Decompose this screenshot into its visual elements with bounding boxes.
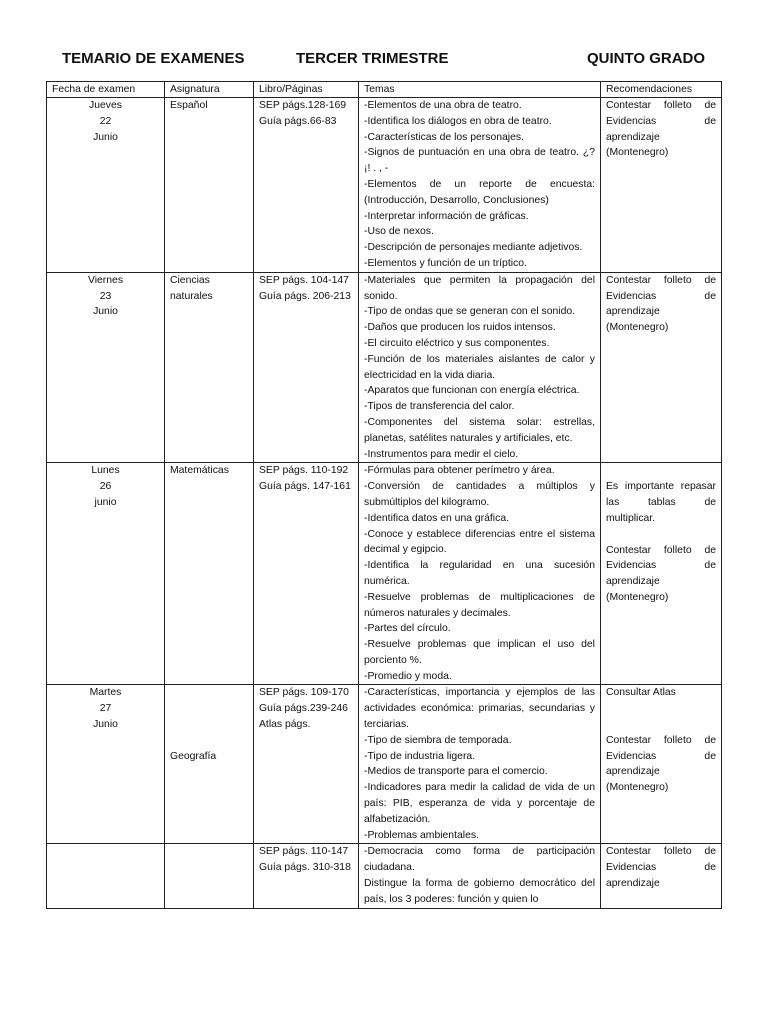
topic-item: -Conoce y establece diferencias entre el sistema decimal y egipcio.	[364, 528, 595, 556]
topic-item: -Democracia como forma de participación ciudadana.	[364, 846, 595, 874]
recommendations-cell	[601, 685, 722, 844]
book-pages-cell	[254, 98, 359, 273]
recommendations-cell	[601, 844, 722, 908]
topics-cell	[359, 685, 601, 844]
recommendations-cell	[601, 463, 722, 685]
recommendations-cell	[601, 272, 722, 463]
exam-month: junio	[94, 496, 117, 508]
topic-item: -Materiales que permiten la propagación del sonido.	[364, 274, 595, 302]
topic-item: -Resuelve problemas de multiplicaciones de números naturales y decimales.	[364, 591, 595, 619]
subject-name: naturales	[170, 290, 213, 302]
column-header-date: Fecha de examen	[47, 82, 165, 98]
exam-date-cell	[47, 844, 165, 908]
subject-name: Geografía	[170, 751, 217, 763]
book-reference: SEP págs. 110-192	[259, 465, 349, 477]
book-reference: SEP págs. 104-147	[259, 274, 349, 286]
topic-item: -Aparatos que funcionan con energía eléctrica.	[364, 385, 580, 397]
book-reference: SEP págs.128-169	[259, 100, 347, 111]
table-row	[47, 844, 722, 908]
subject-cell	[165, 463, 254, 685]
exam-weekday: Lunes	[91, 465, 120, 477]
exam-weekday: Martes	[89, 687, 122, 699]
book-pages-cell	[254, 685, 359, 844]
topic-item: -Identifica los diálogos en obra de teatro.	[364, 115, 552, 127]
exam-weekday: Jueves	[89, 100, 122, 111]
exam-date-cell	[47, 98, 165, 273]
topic-item: -Elementos y función de un tríptico.	[364, 257, 527, 269]
topic-item: -Descripción de personajes mediante adjetivos.	[364, 242, 583, 254]
topic-item: -Elementos de una obra de teatro.	[364, 100, 522, 111]
topic-item: -Medios de transporte para el comercio.	[364, 766, 548, 778]
table-row	[47, 685, 722, 844]
recommendation-text: Contestar folleto de Evidencias de aprendizaje (Montenegro)	[606, 274, 716, 334]
topic-item: -Componentes del sistema solar: estrellas, planetas, satélites naturales y artificiales, etc.	[364, 416, 595, 444]
topic-item: -Tipo de ondas que se generan con el sonido.	[364, 306, 576, 318]
book-reference: Guía págs. 310-318	[259, 862, 351, 874]
book-reference: Atlas págs.	[259, 719, 311, 731]
topic-item: -Problemas ambientales.	[364, 829, 479, 841]
subject-name: Matemáticas	[170, 465, 229, 477]
book-reference: SEP págs. 109-170	[259, 687, 349, 699]
topic-item: -Tipo de siembra de temporada.	[364, 734, 512, 746]
exam-day: 26	[99, 481, 112, 493]
topic-item: -Función de los materiales aislantes de calor y electricidad en la vida diaria.	[364, 353, 595, 381]
book-reference: Guía págs.239-246	[259, 703, 348, 715]
recommendation-text: Contestar folleto de Evidencias de aprendizaje	[606, 846, 716, 890]
grade-label: QUINTO GRADO	[587, 50, 706, 67]
exam-day: 22	[99, 115, 112, 127]
book-pages-cell	[254, 844, 359, 908]
topic-item: -Fórmulas para obtener perímetro y área.	[364, 465, 555, 477]
topic-item: Distingue la forma de gobierno democrático del país, los 3 poderes: función y quien lo	[364, 878, 595, 905]
topic-item: -Resuelve problemas que implican el uso del porciento %.	[364, 639, 595, 666]
table-row	[47, 272, 722, 463]
recommendation-spacer	[606, 701, 716, 717]
subject-cell	[165, 844, 254, 908]
exam-date-cell	[47, 463, 165, 685]
table-row	[47, 98, 722, 273]
exam-weekday: Viernes	[87, 274, 124, 286]
book-reference: Guía págs. 147-161	[259, 481, 351, 493]
subject-cell	[165, 685, 254, 844]
topic-item: -Interpretar información de gráficas.	[364, 210, 529, 222]
recommendation-text: Consultar Atlas	[606, 687, 676, 699]
topic-item: -Características, importancia y ejemplos de las actividades económica: primarias, secundarias y terciarias.	[364, 687, 595, 731]
column-header-book: Libro/Páginas	[254, 82, 359, 98]
recommendation-text: Contestar folleto de Evidencias de aprendizaje (Montenegro)	[606, 544, 716, 603]
exam-date-cell	[47, 272, 165, 463]
topic-item: -Identifica la regularidad en una sucesión numérica.	[364, 560, 595, 587]
book-reference: Guía págs.66-83	[259, 115, 337, 127]
recommendation-text: Contestar folleto de Evidencias de aprendizaje (Montenegro)	[606, 734, 716, 794]
column-header-topics: Temas	[359, 82, 601, 98]
topics-cell	[359, 98, 601, 273]
exam-month: Junio	[93, 719, 118, 731]
exam-schedule-table	[46, 81, 722, 909]
book-pages-cell	[254, 463, 359, 685]
page-header	[0, 46, 768, 74]
topics-cell	[359, 272, 601, 463]
exam-day: 23	[99, 290, 112, 302]
recommendation-text: Contestar folleto de Evidencias de aprendizaje (Montenegro)	[606, 100, 716, 159]
exam-month: Junio	[93, 306, 118, 318]
recommendation-spacer	[606, 527, 716, 543]
recommendation-spacer	[606, 717, 716, 733]
topic-item: -Identifica datos en una gráfica.	[364, 512, 509, 524]
column-header-recommendations: Recomendaciones	[601, 82, 722, 98]
topic-item: -Indicadores para medir la calidad de vida de un país: PIB, esperanza de vida y porcentaje de alfabetización.	[364, 782, 595, 825]
topic-item: -El circuito eléctrico y sus componentes.	[364, 337, 550, 349]
topic-item: -Signos de puntuación en una obra de teatro. ¿? ¡! . , -	[364, 147, 595, 175]
recommendation-text: Es importante repasar las tablas de multiplicar.	[606, 481, 716, 524]
book-reference: Guía págs. 206-213	[259, 290, 351, 302]
subject-cell	[165, 272, 254, 463]
topics-cell	[359, 844, 601, 908]
topic-item: -Daños que producen los ruidos intensos.	[364, 322, 556, 334]
table-header-row	[47, 82, 722, 98]
topic-item: -Instrumentos para medir el cielo.	[364, 448, 519, 460]
book-pages-cell	[254, 272, 359, 463]
table-row	[47, 463, 722, 685]
book-reference: SEP págs. 110-147	[259, 846, 349, 858]
subject-name: Ciencias	[170, 274, 210, 286]
topic-item: -Tipo de industria ligera.	[364, 750, 476, 762]
topic-item: -Elementos de un reporte de encuesta: (Introducción, Desarrollo, Conclusiones)	[364, 178, 595, 206]
term-label: TERCER TRIMESTRE	[296, 50, 449, 67]
topic-item: -Conversión de cantidades a múltiplos y submúltiplos del kilogramo.	[364, 481, 595, 508]
topic-item: -Partes del círculo.	[364, 623, 451, 635]
topic-item: -Uso de nexos.	[364, 226, 434, 238]
subject-name: Español	[170, 100, 208, 111]
exam-month: Junio	[93, 131, 118, 143]
topic-item: -Características de los personajes.	[364, 131, 524, 143]
column-header-subject: Asignatura	[165, 82, 254, 98]
recommendations-cell	[601, 98, 722, 273]
topic-item: -Promedio y moda.	[364, 670, 452, 682]
topics-cell	[359, 463, 601, 685]
subject-cell	[165, 98, 254, 273]
exam-day: 27	[99, 703, 112, 715]
exam-date-cell	[47, 685, 165, 844]
topic-item: -Tipos de transferencia del calor.	[364, 401, 515, 413]
document-title: TEMARIO DE EXAMENES	[62, 50, 245, 67]
